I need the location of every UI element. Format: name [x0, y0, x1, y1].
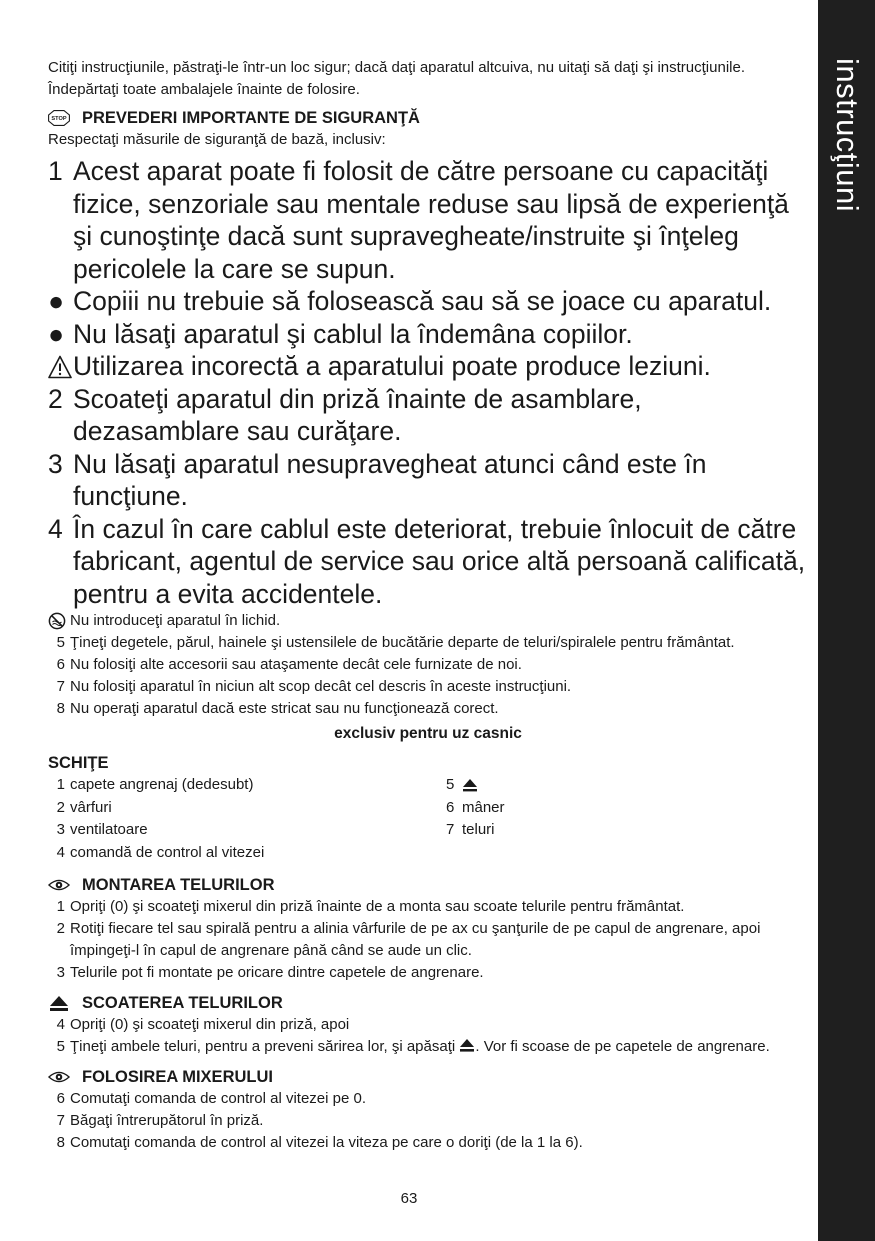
item-number: 8 — [56, 700, 65, 717]
using-heading — [48, 1066, 808, 1088]
part-item-5 — [446, 774, 808, 797]
item-number: 6 — [446, 798, 455, 816]
big-item-2 — [48, 383, 808, 448]
bullet-icon: ● — [48, 286, 65, 316]
no-immersion-icon — [48, 610, 70, 632]
big-item-1 — [48, 155, 808, 285]
fitting-item-1 — [48, 896, 808, 918]
item-number: 3 — [56, 821, 65, 838]
item-text-before: Ţineţi ambele teluri, pentru a preveni sărirea lor, şi apăsaţi — [70, 1038, 456, 1055]
item-text: mâner — [462, 798, 505, 816]
item-text — [70, 1036, 808, 1058]
item-number: 6 — [56, 1090, 65, 1107]
fitting-item-2 — [48, 918, 808, 962]
no-liquid-item — [48, 610, 808, 632]
item-text: vârfuri — [70, 798, 112, 816]
parts-heading: SCHIŢE — [48, 754, 109, 772]
part-item-6 — [446, 797, 808, 820]
item-number: 5 — [446, 776, 455, 793]
eject-icon — [459, 1038, 475, 1053]
using-item-8 — [48, 1132, 808, 1154]
small-item-6 — [48, 654, 808, 676]
big-item-bullet-children-reach — [48, 318, 808, 351]
removing-heading-text: SCOATEREA TELURILOR — [82, 994, 283, 1012]
removing-item-4 — [48, 1014, 808, 1036]
item-text: capete angrenaj (dedesubt) — [70, 776, 254, 793]
safety-subheading: Respectaţi măsurile de siguranţă de bază, inclusiv: — [48, 131, 386, 148]
item-number: 7 — [446, 821, 455, 838]
sidebar-title: instrucţiuni — [830, 58, 865, 213]
using-heading-text: FOLOSIREA MIXERULUI — [82, 1068, 273, 1086]
page-number: 63 — [400, 1190, 418, 1207]
item-text-after: . Vor fi scoase de pe capetele de angrenare. — [475, 1038, 770, 1055]
item-number: 2 — [56, 920, 65, 937]
big-item-marker: 2 — [48, 383, 63, 414]
item-text: comandă de control al vitezei — [70, 843, 265, 861]
big-item-text: Nu lăsaţi aparatul nesupravegheat atunci când este în funcţiune. — [73, 448, 707, 511]
item-text: Rotiţi fiecare tel sau spirală pentru a alinia vârfurile de pe ax cu şanţurile de pe capul de angrenare, apoi împingeţi-l în capul de angrenare până când se aude un clic. — [70, 920, 761, 959]
item-text: Comutaţi comanda de control al vitezei pe 0. — [70, 1090, 366, 1107]
parts-column-right — [446, 774, 808, 864]
item-number: 4 — [56, 1016, 65, 1033]
big-safety-list — [48, 155, 808, 610]
removing-item-5 — [48, 1036, 808, 1058]
using-item-7 — [48, 1110, 808, 1132]
item-number: 2 — [56, 798, 65, 816]
no-liquid-text: Nu introduceţi aparatul în lichid. — [70, 612, 281, 629]
part-item-1 — [48, 774, 446, 797]
small-item-7 — [48, 676, 808, 698]
item-text: ventilatoare — [70, 821, 148, 838]
item-number: 3 — [56, 964, 65, 981]
item-number: 7 — [56, 1112, 65, 1129]
fitting-heading — [48, 874, 808, 896]
big-item-bullet-children-use — [48, 285, 808, 318]
parts-column-left — [48, 774, 446, 864]
small-item-8 — [48, 698, 808, 720]
safety-heading — [48, 107, 808, 129]
part-item-4 — [48, 842, 446, 865]
item-text: Ţineţi degetele, părul, hainele şi ustensilele de bucătărie departe de teluri/spiralele pentru frământat. — [70, 634, 735, 651]
big-item-3 — [48, 448, 808, 513]
big-item-text: Scoateţi aparatul din priză înainte de asamblare, dezasamblare sau curăţare. — [73, 383, 642, 446]
page-content — [48, 57, 808, 1154]
part-item-3 — [48, 819, 446, 842]
big-item-text: Acest aparat poate fi folosit de către persoane cu capacităţi fizice, senzoriale sau mentale reduse sau lipsă de experienţă şi cunoştinţe dacă sunt supravegheate/instruite şi înţeleg pericolele la care se supun. — [73, 156, 789, 284]
svg-text:STOP: STOP — [51, 116, 67, 123]
removing-heading — [48, 992, 808, 1014]
part-item-7 — [446, 819, 808, 842]
item-number: 8 — [56, 1134, 65, 1151]
big-item-4 — [48, 513, 808, 611]
eye-icon — [48, 1068, 70, 1086]
household-use-note: exclusiv pentru uz casnic — [334, 725, 522, 742]
item-text: Nu folosiţi alte accesorii sau ataşamente decât cele furnizate de noi. — [70, 656, 522, 673]
warning-icon — [48, 350, 73, 383]
fitting-item-3 — [48, 962, 808, 984]
big-item-text: În cazul în care cablul este deteriorat, trebuie înlocuit de către fabricant, agentul de service sau orice altă persoană calificată, pentru a evita accidentele. — [73, 513, 806, 609]
big-item-marker: 3 — [48, 448, 63, 479]
bullet-icon: ● — [48, 318, 65, 349]
item-number: 6 — [56, 656, 65, 673]
using-item-6 — [48, 1088, 808, 1110]
big-item-text: Copiii nu trebuie să folosească sau să se joace cu aparatul. — [73, 286, 772, 316]
big-item-text: Nu lăsaţi aparatul şi cablul la îndemâna copiilor. — [73, 318, 633, 349]
item-text: Opriţi (0) şi scoateţi mixerul din priză, apoi — [70, 1016, 350, 1033]
item-number: 1 — [56, 898, 65, 915]
safety-heading-text: PREVEDERI IMPORTANTE DE SIGURANŢĂ — [82, 109, 420, 127]
big-item-marker: 4 — [48, 513, 63, 544]
intro-text: Citiţi instrucţiunile, păstraţi-le într-un loc sigur; dacă daţi aparatul altcuiva, nu uitaţi să daţi şi instrucţiunile. Îndepărtaţi toate ambalajele înainte de folosire. — [48, 59, 745, 98]
small-item-5 — [48, 632, 808, 654]
item-number: 1 — [56, 776, 65, 793]
item-text: Băgaţi întrerupătorul în priză. — [70, 1112, 264, 1129]
big-item-warning — [48, 350, 808, 383]
eject-icon — [462, 774, 478, 797]
eye-icon — [48, 876, 70, 894]
part-item-2 — [48, 797, 446, 820]
stop-icon — [48, 109, 70, 127]
item-number: 7 — [56, 678, 65, 695]
fitting-heading-text: MONTAREA TELURILOR — [82, 876, 275, 894]
item-text: Opriţi (0) şi scoateţi mixerul din priză înainte de a monta sau scoate telurile pentru frământat. — [70, 898, 685, 915]
item-number: 5 — [56, 1038, 65, 1055]
big-item-marker: 1 — [48, 156, 63, 186]
item-text: Telurile pot fi montate pe oricare dintre capetele de angrenare. — [70, 964, 484, 981]
item-number: 5 — [56, 634, 65, 651]
eject-icon — [48, 994, 70, 1012]
item-text: Comutaţi comanda de control al vitezei la viteza pe care o doriţi (de la 1 la 6). — [70, 1134, 583, 1151]
item-text: teluri — [462, 821, 495, 838]
parts-list — [48, 774, 808, 864]
big-item-text: Utilizarea incorectă a aparatului poate produce leziuni. — [73, 351, 711, 381]
item-text: Nu folosiţi aparatul în niciun alt scop decât cel descris în aceste instrucţiuni. — [70, 678, 572, 695]
item-number: 4 — [56, 843, 65, 861]
item-text: Nu operaţi aparatul dacă este stricat sau nu funcţionează corect. — [70, 700, 499, 717]
